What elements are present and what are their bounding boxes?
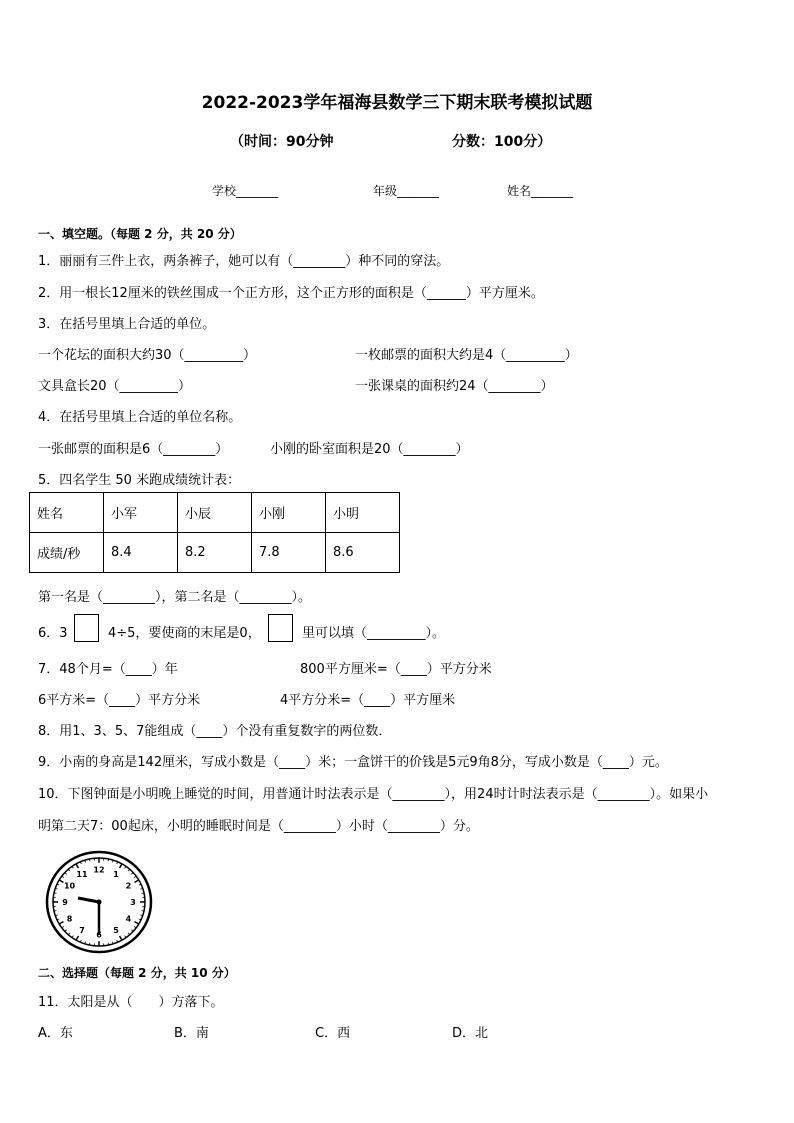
question-4a: 一张邮票的面积是6（________） — [38, 442, 229, 457]
question-4: 4．在括号里填上合适的单位名称。 — [38, 410, 242, 425]
table-cell: 7.8 — [252, 533, 326, 573]
question-7a: 7．48个月=（____）年 — [38, 662, 178, 677]
question-10-line2: 明第二天7：00起床，小明的睡眠时间是（________）小时（________）分。 — [38, 819, 479, 834]
clock-number: 5 — [113, 926, 119, 936]
table-header-cell: 小明 — [326, 493, 400, 533]
option-b[interactable]: B．南 — [174, 1026, 209, 1041]
page-title: 2022-2023学年福海县数学三下期末联考模拟试题 — [201, 93, 593, 113]
table-cell: 8.2 — [178, 533, 252, 573]
exam-score: 分数：100分） — [452, 134, 552, 150]
question-3: 3．在括号里填上合适的单位。 — [38, 317, 216, 332]
table-header-cell: 小辰 — [178, 493, 252, 533]
clock-hour-hand — [78, 898, 99, 902]
question-10-line1: 10．下图钟面是小明晚上睡觉的时间，用普通计时法表示是（________），用24时计时法表示是（________）。如果小 — [38, 787, 709, 802]
table-cell: 8.6 — [326, 533, 400, 573]
question-7b: 800平方厘米=（____）平方分米 — [300, 662, 492, 677]
question-6-prefix: 6．3 — [38, 626, 68, 641]
table-cell: 成绩/秒 — [30, 533, 104, 573]
question-8: 8．用1、3、5、7能组成（____）个没有重复数字的两位数． — [38, 724, 392, 739]
question-6-middle: 4÷5，要使商的末尾是0， — [108, 626, 261, 641]
clock-number: 12 — [93, 865, 105, 875]
option-d[interactable]: D．北 — [452, 1026, 489, 1041]
section-2-heading: 二、选择题（每题 2 分，共 10 分） — [38, 966, 236, 980]
clock-number: 4 — [125, 914, 132, 924]
clock-number: 6 — [96, 930, 102, 940]
school-field[interactable]: 学校_______ — [212, 184, 279, 198]
clock-face-icon — [45, 850, 153, 954]
question-9: 9．小南的身高是142厘米，写成小数是（____）米；一盒饼干的价钱是5元9角8分，写成小数是（____）元。 — [38, 755, 668, 770]
question-3a: 一个花坛的面积大约30（_________） — [38, 348, 257, 363]
question-1: 1．丽丽有三件上衣，两条裤子，她可以有（________）种不同的穿法。 — [38, 254, 450, 269]
exam-time: （时间：90分钟 — [230, 134, 334, 150]
answer-box[interactable] — [268, 614, 293, 642]
question-2: 2．用一根长12厘米的铁丝围成一个正方形，这个正方形的面积是（______）平方厘米。 — [38, 286, 544, 301]
section-1-heading: 一、填空题。（每题 2 分，共 20 分） — [38, 227, 242, 241]
question-6-suffix: 里可以填（_________）。 — [302, 626, 446, 641]
clock-number: 8 — [66, 914, 73, 924]
table-header-cell: 小刚 — [252, 493, 326, 533]
option-c[interactable]: C．西 — [315, 1026, 351, 1041]
question-3d: 一张课桌的面积约24（________） — [355, 379, 554, 394]
option-a[interactable]: A．东 — [38, 1026, 73, 1041]
table-cell: 8.4 — [104, 533, 178, 573]
clock-number: 11 — [76, 869, 88, 879]
clock-number: 10 — [63, 881, 76, 891]
grade-field[interactable]: 年级_______ — [373, 184, 440, 198]
answer-box[interactable] — [74, 614, 99, 642]
table-row — [30, 533, 400, 573]
clock-number: 7 — [79, 926, 85, 936]
table-header-cell: 小军 — [104, 493, 178, 533]
clock-number: 2 — [125, 881, 132, 891]
score-table — [29, 492, 400, 573]
question-7c: 6平方米=（____）平方分米 — [38, 693, 201, 708]
question-7d: 4平方分米=（____）平方厘米 — [280, 693, 456, 708]
question-4b: 小刚的卧室面积是20（________） — [270, 442, 469, 457]
question-3c: 文具盒长20（_________） — [38, 379, 192, 394]
question-11: 11．太阳是从（ ）方落下。 — [38, 995, 224, 1010]
clock-number: 1 — [113, 869, 119, 879]
question-3b: 一枚邮票的面积大约是4（_________） — [355, 348, 578, 363]
table-header-row — [30, 493, 400, 533]
clock-number: 9 — [62, 898, 68, 907]
table-header-cell: 姓名 — [30, 493, 104, 533]
question-5: 5．四名学生 50 米跑成绩统计表： — [38, 473, 241, 488]
clock-number: 3 — [130, 898, 136, 907]
question-5-answer: 第一名是（________），第二名是（________）。 — [38, 590, 312, 605]
name-field[interactable]: 姓名_______ — [507, 184, 574, 198]
